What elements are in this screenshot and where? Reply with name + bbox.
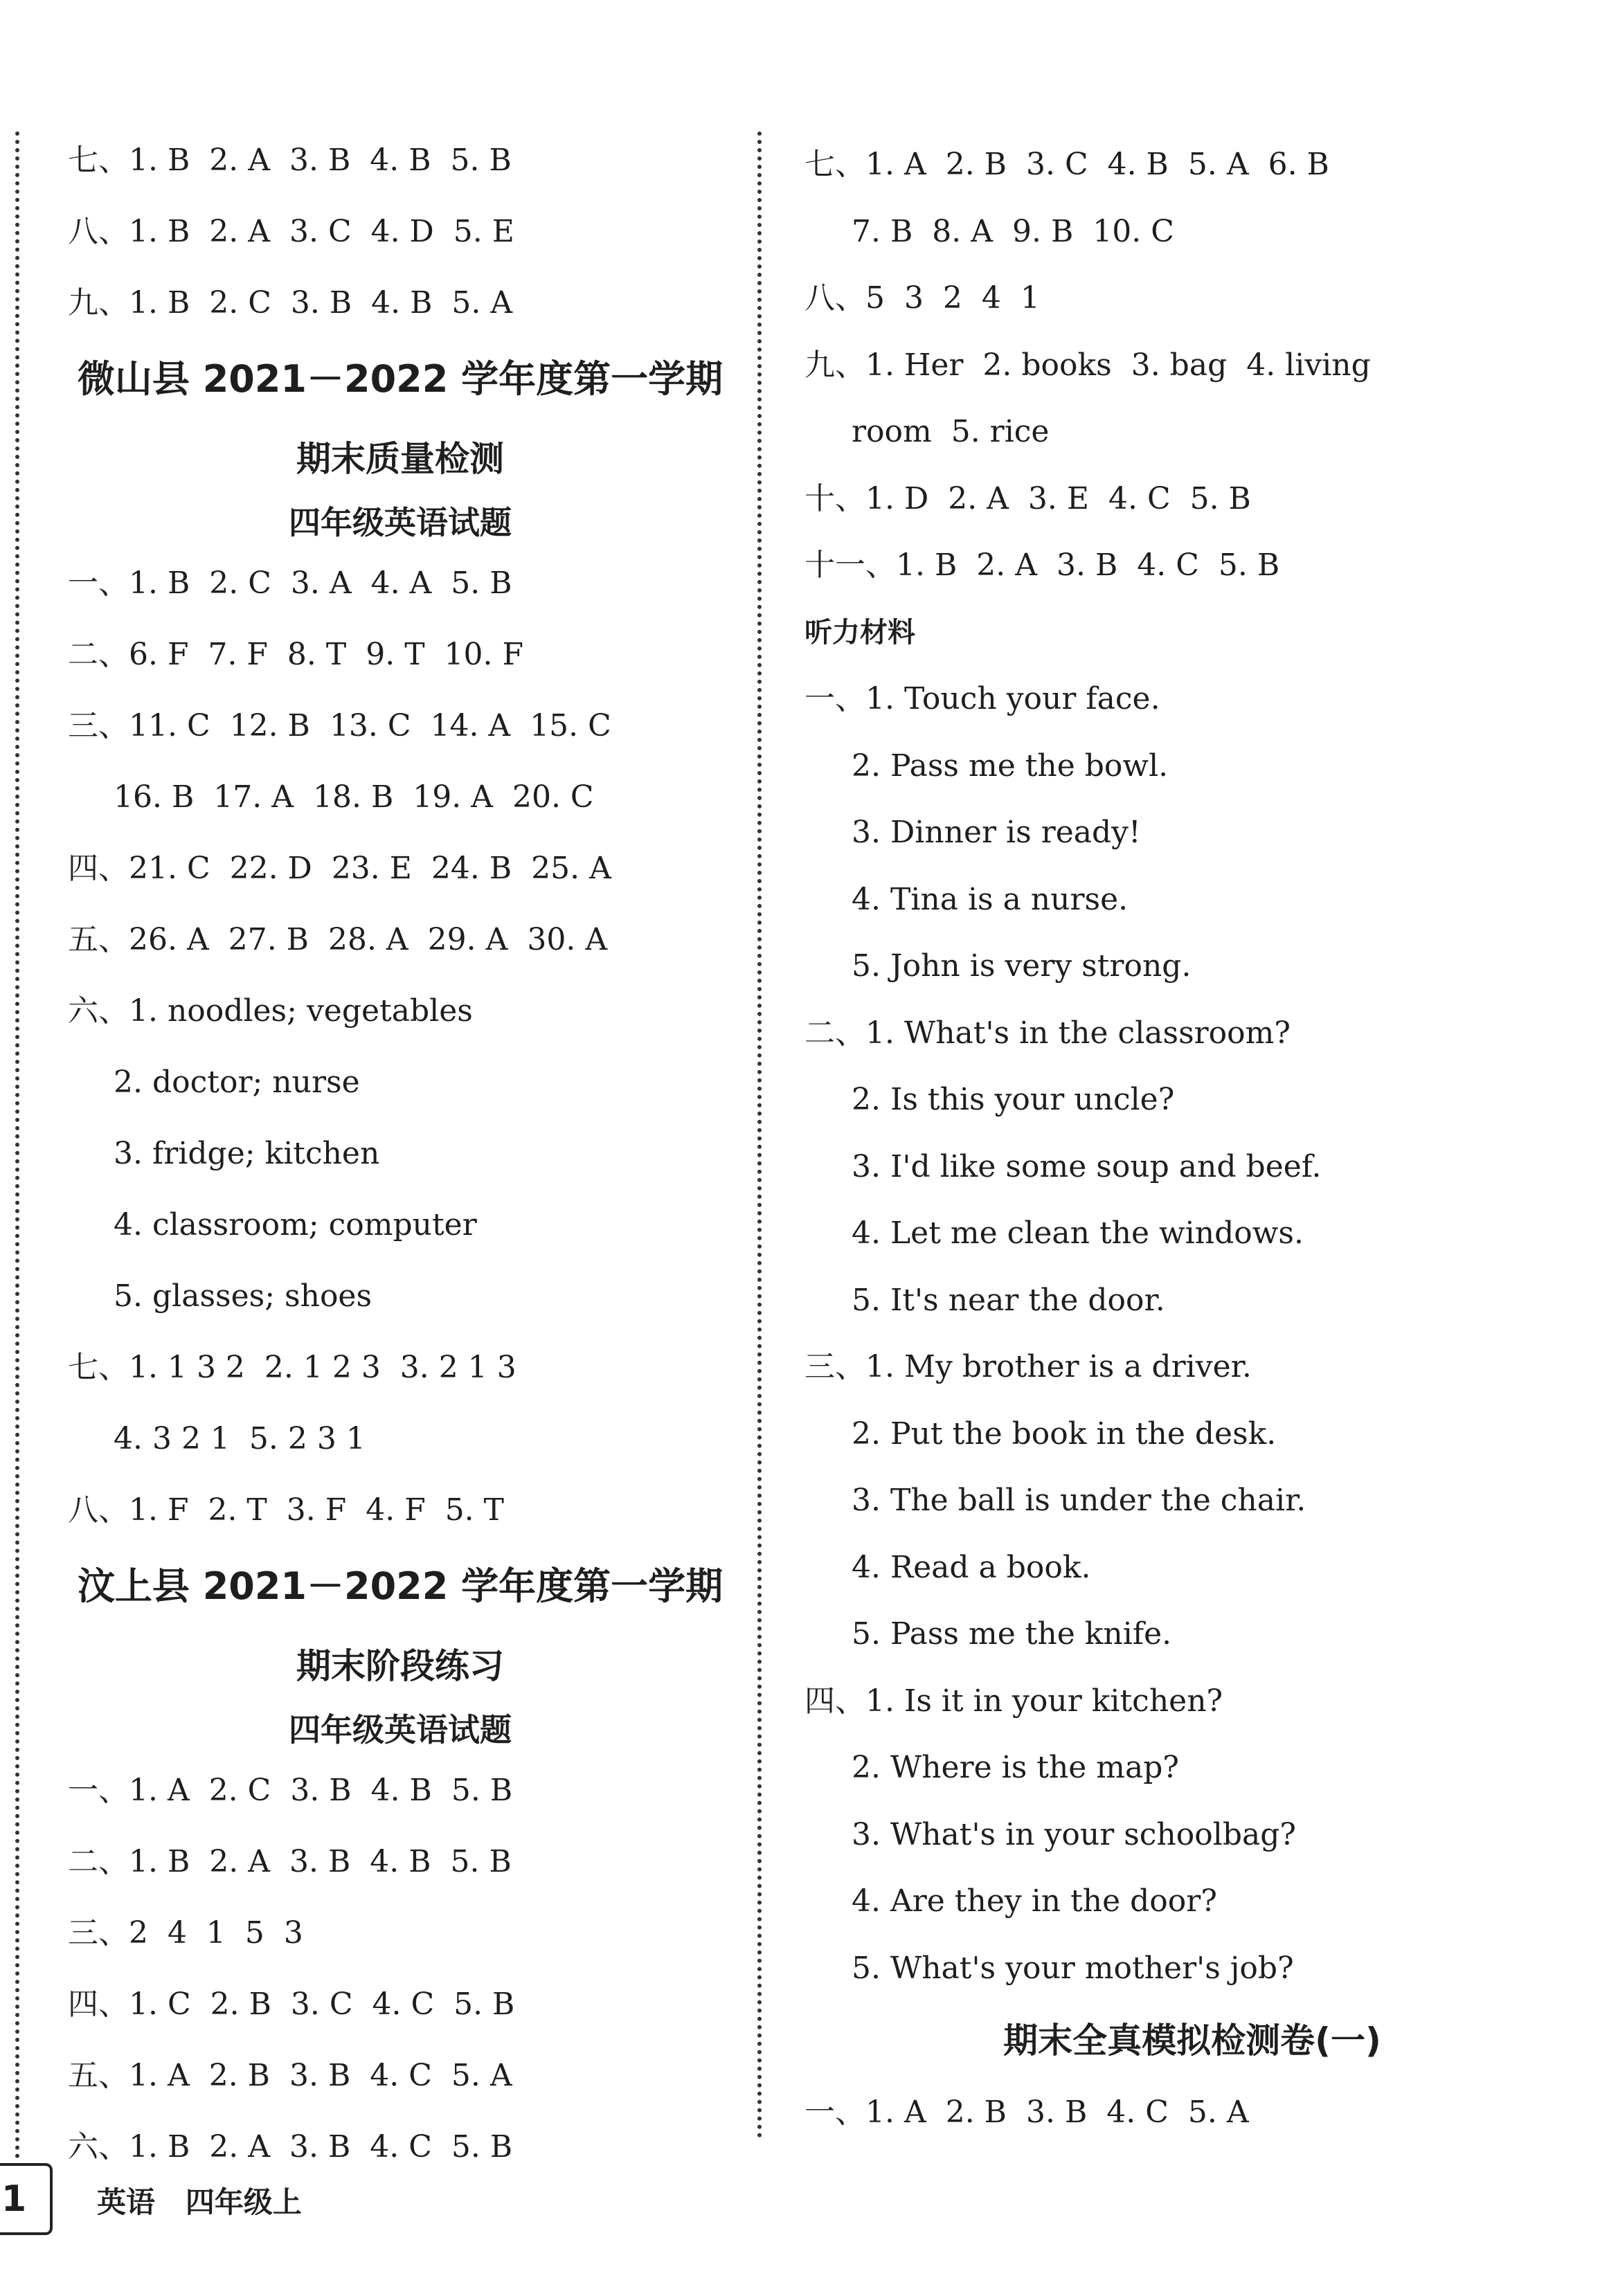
- binding-dots-left: [15, 132, 19, 2160]
- answer-row: 五、26. A 27. B 28. A 29. A 30. A: [68, 922, 608, 957]
- footer-label: 英语 四年级上: [97, 2185, 302, 2219]
- section-title-final: 期末全真模拟检测卷(一): [1003, 2021, 1381, 2061]
- section-subtitle-weishan: 期末质量检测: [296, 439, 504, 479]
- column-divider-dots: [757, 132, 762, 2139]
- section-grade-weishan: 四年级英语试题: [289, 504, 512, 541]
- answer-row: 2. doctor; nurse: [114, 1065, 360, 1100]
- answer-row: 16. B 17. A 18. B 19. A 20. C: [114, 779, 594, 815]
- answer-row: 七、1. B 2. A 3. B 4. B 5. B: [68, 143, 512, 178]
- listening-row: 4. Are they in the door?: [852, 1883, 1217, 1919]
- answer-row: 4. classroom; computer: [114, 1207, 477, 1242]
- listening-row: 三、1. My brother is a driver.: [805, 1349, 1252, 1384]
- answer-row: 一、1. A 2. B 3. B 4. C 5. A: [805, 2095, 1249, 2130]
- answer-row: 三、11. C 12. B 13. C 14. A 15. C: [68, 708, 611, 743]
- listening-label: 听力材料: [805, 616, 915, 649]
- answer-row: 十一、1. B 2. A 3. B 4. C 5. B: [805, 548, 1280, 583]
- listening-row: 3. The ball is under the chair.: [852, 1483, 1306, 1518]
- listening-row: 2. Pass me the bowl.: [852, 748, 1169, 784]
- listening-row: 5. What's your mother's job?: [852, 1950, 1294, 1986]
- answer-row: 八、5 3 2 4 1: [805, 280, 1040, 316]
- listening-row: 四、1. Is it in your kitchen?: [805, 1683, 1223, 1719]
- listening-row: 5. Pass me the knife.: [852, 1616, 1172, 1652]
- listening-row: 一、1. Touch your face.: [805, 681, 1160, 716]
- answer-row: 七、1. 1 3 2 2. 1 2 3 3. 2 1 3: [68, 1350, 516, 1385]
- answer-row: 九、1. Her 2. books 3. bag 4. living: [805, 347, 1371, 383]
- answer-row: 7. B 8. A 9. B 10. C: [852, 213, 1174, 249]
- listening-row: 2. Is this your uncle?: [852, 1082, 1175, 1117]
- answer-row: 二、6. F 7. F 8. T 9. T 10. F: [68, 637, 524, 672]
- answer-row: 一、1. A 2. C 3. B 4. B 5. B: [68, 1773, 513, 1808]
- answer-row: 七、1. A 2. B 3. C 4. B 5. A 6. B: [805, 147, 1329, 182]
- listening-row: 3. Dinner is ready!: [852, 815, 1141, 850]
- answer-row: room 5. rice: [852, 414, 1050, 449]
- answer-row: 四、1. C 2. B 3. C 4. C 5. B: [68, 1987, 515, 2022]
- answer-row: 4. 3 2 1 5. 2 3 1: [114, 1421, 366, 1456]
- answer-row: 九、1. B 2. C 3. B 4. B 5. A: [68, 285, 513, 320]
- answer-row: 一、1. B 2. C 3. A 4. A 5. B: [68, 566, 512, 601]
- section-subtitle-wenshang: 期末阶段练习: [296, 1646, 504, 1686]
- listening-row: 3. I'd like some soup and beef.: [852, 1148, 1322, 1184]
- answer-row: 六、1. noodles; vegetables: [68, 993, 473, 1029]
- listening-row: 5. It's near the door.: [852, 1282, 1165, 1318]
- left-column: [68, 125, 732, 2182]
- listening-row: 5. John is very strong.: [852, 948, 1192, 984]
- page-number: 1: [0, 2163, 53, 2235]
- listening-row: 4. Tina is a nurse.: [852, 881, 1129, 917]
- listening-row: 4. Let me clean the windows.: [852, 1215, 1304, 1251]
- listening-row: 二、1. What's in the classroom?: [805, 1015, 1291, 1051]
- listening-row: 4. Read a book.: [852, 1549, 1091, 1585]
- answer-row: 二、1. B 2. A 3. B 4. B 5. B: [68, 1844, 512, 1879]
- section-title-weishan: 微山县 2021－2022 学年度第一学期: [77, 357, 723, 401]
- answer-row: 八、1. F 2. T 3. F 4. F 5. T: [68, 1492, 505, 1528]
- answer-row: 3. fridge; kitchen: [114, 1136, 380, 1171]
- section-grade-wenshang: 四年级英语试题: [289, 1711, 512, 1748]
- right-column: [805, 132, 1580, 2146]
- answer-row: 三、2 4 1 5 3: [68, 1915, 303, 1951]
- answer-row: 五、1. A 2. B 3. B 4. C 5. A: [68, 2058, 512, 2093]
- page-footer: [0, 2163, 415, 2239]
- listening-row: 3. What's in your schoolbag?: [852, 1816, 1296, 1852]
- listening-row: 2. Put the book in the desk.: [852, 1416, 1277, 1452]
- section-title-wenshang: 汶上县 2021－2022 学年度第一学期: [77, 1564, 723, 1608]
- answer-row: 六、1. B 2. A 3. B 4. C 5. B: [68, 2129, 513, 2164]
- answer-row: 八、1. B 2. A 3. C 4. D 5. E: [68, 214, 514, 249]
- answer-row: 十、1. D 2. A 3. E 4. C 5. B: [805, 480, 1251, 516]
- answer-row: 四、21. C 22. D 23. E 24. B 25. A: [68, 851, 611, 886]
- listening-row: 2. Where is the map?: [852, 1750, 1180, 1785]
- answer-row: 5. glasses; shoes: [114, 1278, 372, 1314]
